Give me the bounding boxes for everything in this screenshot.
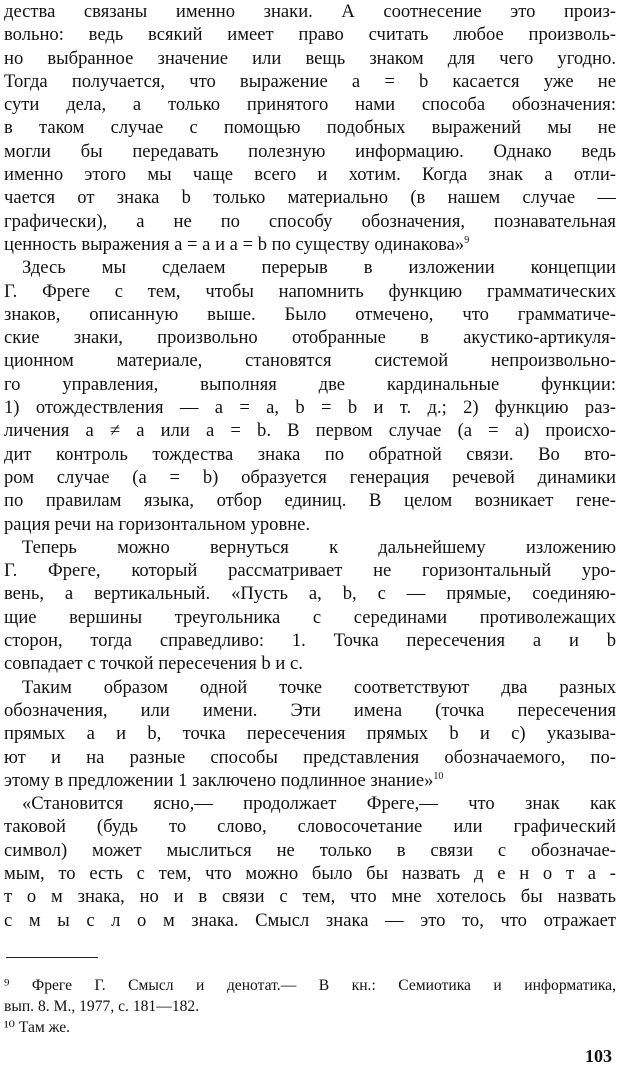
text-line-content: по правилам языка, отбор единиц. В целом возникает гене- — [4, 490, 616, 512]
text-line — [4, 466, 616, 489]
text-line-content: ром случае (a = b) образуется генерация речевой динамики — [4, 466, 616, 488]
text-line — [4, 373, 616, 396]
text-line — [4, 839, 616, 862]
footnote-line: вып. 8. М., 1977, с. 181—182. — [4, 998, 200, 1015]
text-line-content: ские знаки, произвольно отобранные в акустико-артикуля- — [4, 327, 616, 349]
text-line — [4, 303, 616, 326]
text-line — [4, 769, 616, 792]
text-line-content: могли бы передавать полезную информацию. Однако ведь — [4, 140, 616, 162]
footnote-line: ⁹ Фреге Г. Смысл и денотат.— В кн.: Семиотика и информатика, — [4, 977, 616, 994]
text-line-content: дит контроль тождества знака по обратной связи. Во вто- — [4, 443, 616, 465]
text-line — [4, 699, 616, 722]
text-line-content: рация речи на горизонтальном уровне. — [4, 513, 311, 535]
text-line-content: щие вершины треугольника с серединами противолежащих — [4, 606, 616, 628]
footnote-line: ¹⁰ Там же. — [4, 1019, 71, 1036]
text-line — [4, 23, 616, 46]
text-line-content: знаков, описанную выше. Было отмечено, что грамматиче- — [4, 303, 616, 325]
text-line — [4, 116, 616, 139]
text-line — [4, 862, 616, 885]
text-line — [4, 326, 616, 349]
text-line-content: вень, а вертикальный. «Пусть a, b, c — прямые, соединяю- — [4, 583, 616, 605]
text-line-content: символ) может мыслиться не только в связи с обозначае- — [4, 839, 616, 861]
text-line — [4, 722, 616, 745]
text-line — [4, 256, 616, 279]
text-line-content: 1) отождествления — a = a, b = b и т. д.; 2) функцию раз- — [4, 397, 616, 419]
text-line-content: с м ы с л о м знака. Смысл знака — это то, что отражает — [4, 909, 616, 931]
text-line-content: но выбранное значение или вещь знаком для чего угодно. — [4, 47, 616, 69]
text-line — [4, 47, 616, 70]
text-line — [4, 792, 616, 815]
text-line-content: ценность выражения a = a и a = b по существу одинакова» — [4, 233, 465, 255]
text-line — [4, 163, 616, 186]
text-line — [4, 70, 616, 93]
text-line-content: личения a ≠ a или a = b. В первом случае (a = a) происхо- — [4, 420, 616, 442]
text-line-content: т о м знака, но и в связи с тем, что мне хотелось бы назвать — [4, 886, 616, 908]
text-line — [4, 815, 616, 838]
text-line — [4, 419, 616, 442]
text-line — [4, 489, 616, 512]
text-line — [4, 0, 616, 23]
text-line-content: именно этого мы чаще всего и хотим. Когда знак a отли- — [4, 164, 616, 186]
text-line-content: этому в предложении 1 заключено подлинное знание» — [4, 769, 434, 791]
text-line-content: вольно: ведь всякий имеет право считать любое произволь- — [4, 24, 616, 46]
text-line — [4, 559, 616, 582]
text-line-content: в таком случае с помощью подобных выражений мы не — [4, 117, 616, 139]
text-line — [4, 443, 616, 466]
text-line — [4, 210, 616, 233]
text-line-content: Здесь мы сделаем перерыв в изложении концепции — [22, 257, 616, 279]
text-line-content: Таким образом одной точке соответствуют два разных — [22, 676, 616, 698]
text-line — [4, 280, 616, 303]
footnotes — [4, 975, 616, 1038]
text-line — [4, 909, 616, 932]
text-line — [4, 233, 616, 256]
text-line-content: чается от знака b только материально (в нашем случае — — [4, 187, 616, 209]
text-line — [4, 582, 616, 605]
text-line-content: таковой (будь то слово, словосочетание или графический — [4, 816, 616, 838]
text-line-content: прямых a и b, точка пересечения прямых b и c) указыва- — [4, 723, 616, 745]
text-line-content: сторон, тогда справедливо: 1. Точка пересечения a и b — [4, 630, 616, 652]
text-line-content: мым, то есть с тем, что можно было бы назвать д е н о т а - — [4, 862, 616, 884]
text-line — [4, 676, 616, 699]
text-line — [4, 652, 616, 675]
text-line-content: Теперь можно вернуться к дальнейшему изложению — [22, 536, 616, 558]
text-line — [4, 629, 616, 652]
text-line-content: обозначения, или имени. Эти имена (точка пересечения — [4, 699, 616, 721]
text-line — [4, 885, 616, 908]
text-line-content: дества связаны именно знаки. А соотнесение это произ- — [4, 1, 616, 22]
text-line-content: «Становится ясно,— продолжает Фреге,— что знак как — [22, 793, 616, 815]
text-line — [4, 746, 616, 769]
text-line-content: ционном материале, становятся системой непроизвольно- — [4, 350, 616, 372]
text-line-content: графически), а не по способу обозначения, познавательная — [4, 210, 616, 232]
text-line-content: ют и на разные способы представления обозначаемого, по- — [4, 746, 616, 768]
footnote-divider — [6, 957, 98, 958]
text-line — [4, 513, 616, 536]
text-line — [4, 349, 616, 372]
text-line — [4, 140, 616, 163]
text-line-content: го управления, выполняя две кардинальные функции: — [4, 373, 616, 395]
main-text — [4, 0, 616, 932]
footnote-reference: 9 — [464, 234, 470, 246]
text-line-content: Г. Фреге, который рассматривает не горизонтальный уро- — [4, 560, 616, 582]
text-line — [4, 93, 616, 116]
footnote-reference: 10 — [433, 770, 444, 782]
text-line-content: сути дела, а только принятого нами способа обозначения: — [4, 94, 616, 116]
text-line-content: совпадает с точкой пересечения b и c. — [4, 653, 303, 675]
text-line — [4, 536, 616, 559]
page-number: 103 — [585, 1046, 612, 1066]
text-line — [4, 186, 616, 209]
text-line — [4, 396, 616, 419]
text-line-content: Тогда получается, что выражение a = b касается уже не — [4, 70, 616, 92]
text-line-content: Г. Фреге с тем, чтобы напомнить функцию грамматических — [4, 280, 616, 302]
text-line — [4, 606, 616, 629]
